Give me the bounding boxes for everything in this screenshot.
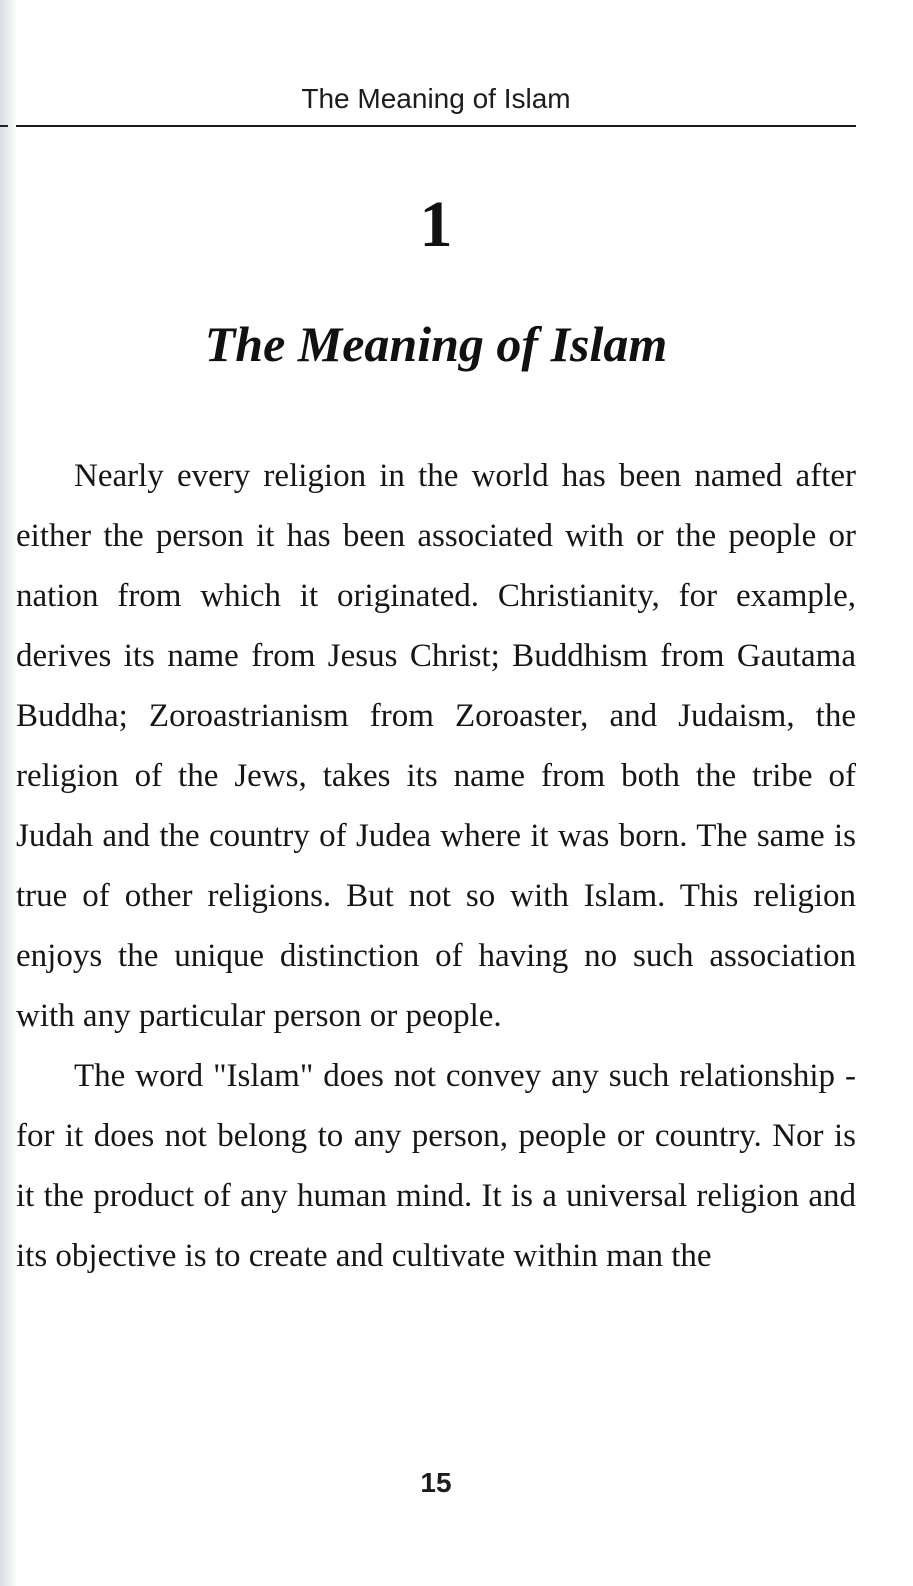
- paragraph-1: Nearly every religion in the world has been named after either the person it has been associated with or the people or nation from which it originated. Christianity, for example, derives its name from Jesus Christ; Buddhism from Gautama Buddha; Zoroastrianism from Zoroaster, and Judaism, the religion of the Jews, takes its name from both the tribe of Judah and the country of Judea where it was born. The same is true of other religions. But not so with Islam. This religion enjoys the unique distinction of having no such association with any particular person or people.: [16, 458, 856, 1034]
- margin-tick-mark: [0, 125, 8, 127]
- chapter-number: 1: [419, 188, 453, 261]
- header-rule: [16, 125, 856, 127]
- paragraph-2: The word "Islam" does not convey any such relationship - for it does not belong to any person, people or country. Nor is it the product of any human mind. It is a universal religion and its objective is to create and cultivate within man the: [16, 1058, 856, 1274]
- chapter-title: The Meaning of Islam: [204, 316, 668, 372]
- running-head: The Meaning of Islam: [301, 83, 571, 114]
- page-number: 15: [420, 1467, 452, 1498]
- body-text: [16, 446, 856, 1286]
- book-spine-shadow: [0, 0, 16, 1586]
